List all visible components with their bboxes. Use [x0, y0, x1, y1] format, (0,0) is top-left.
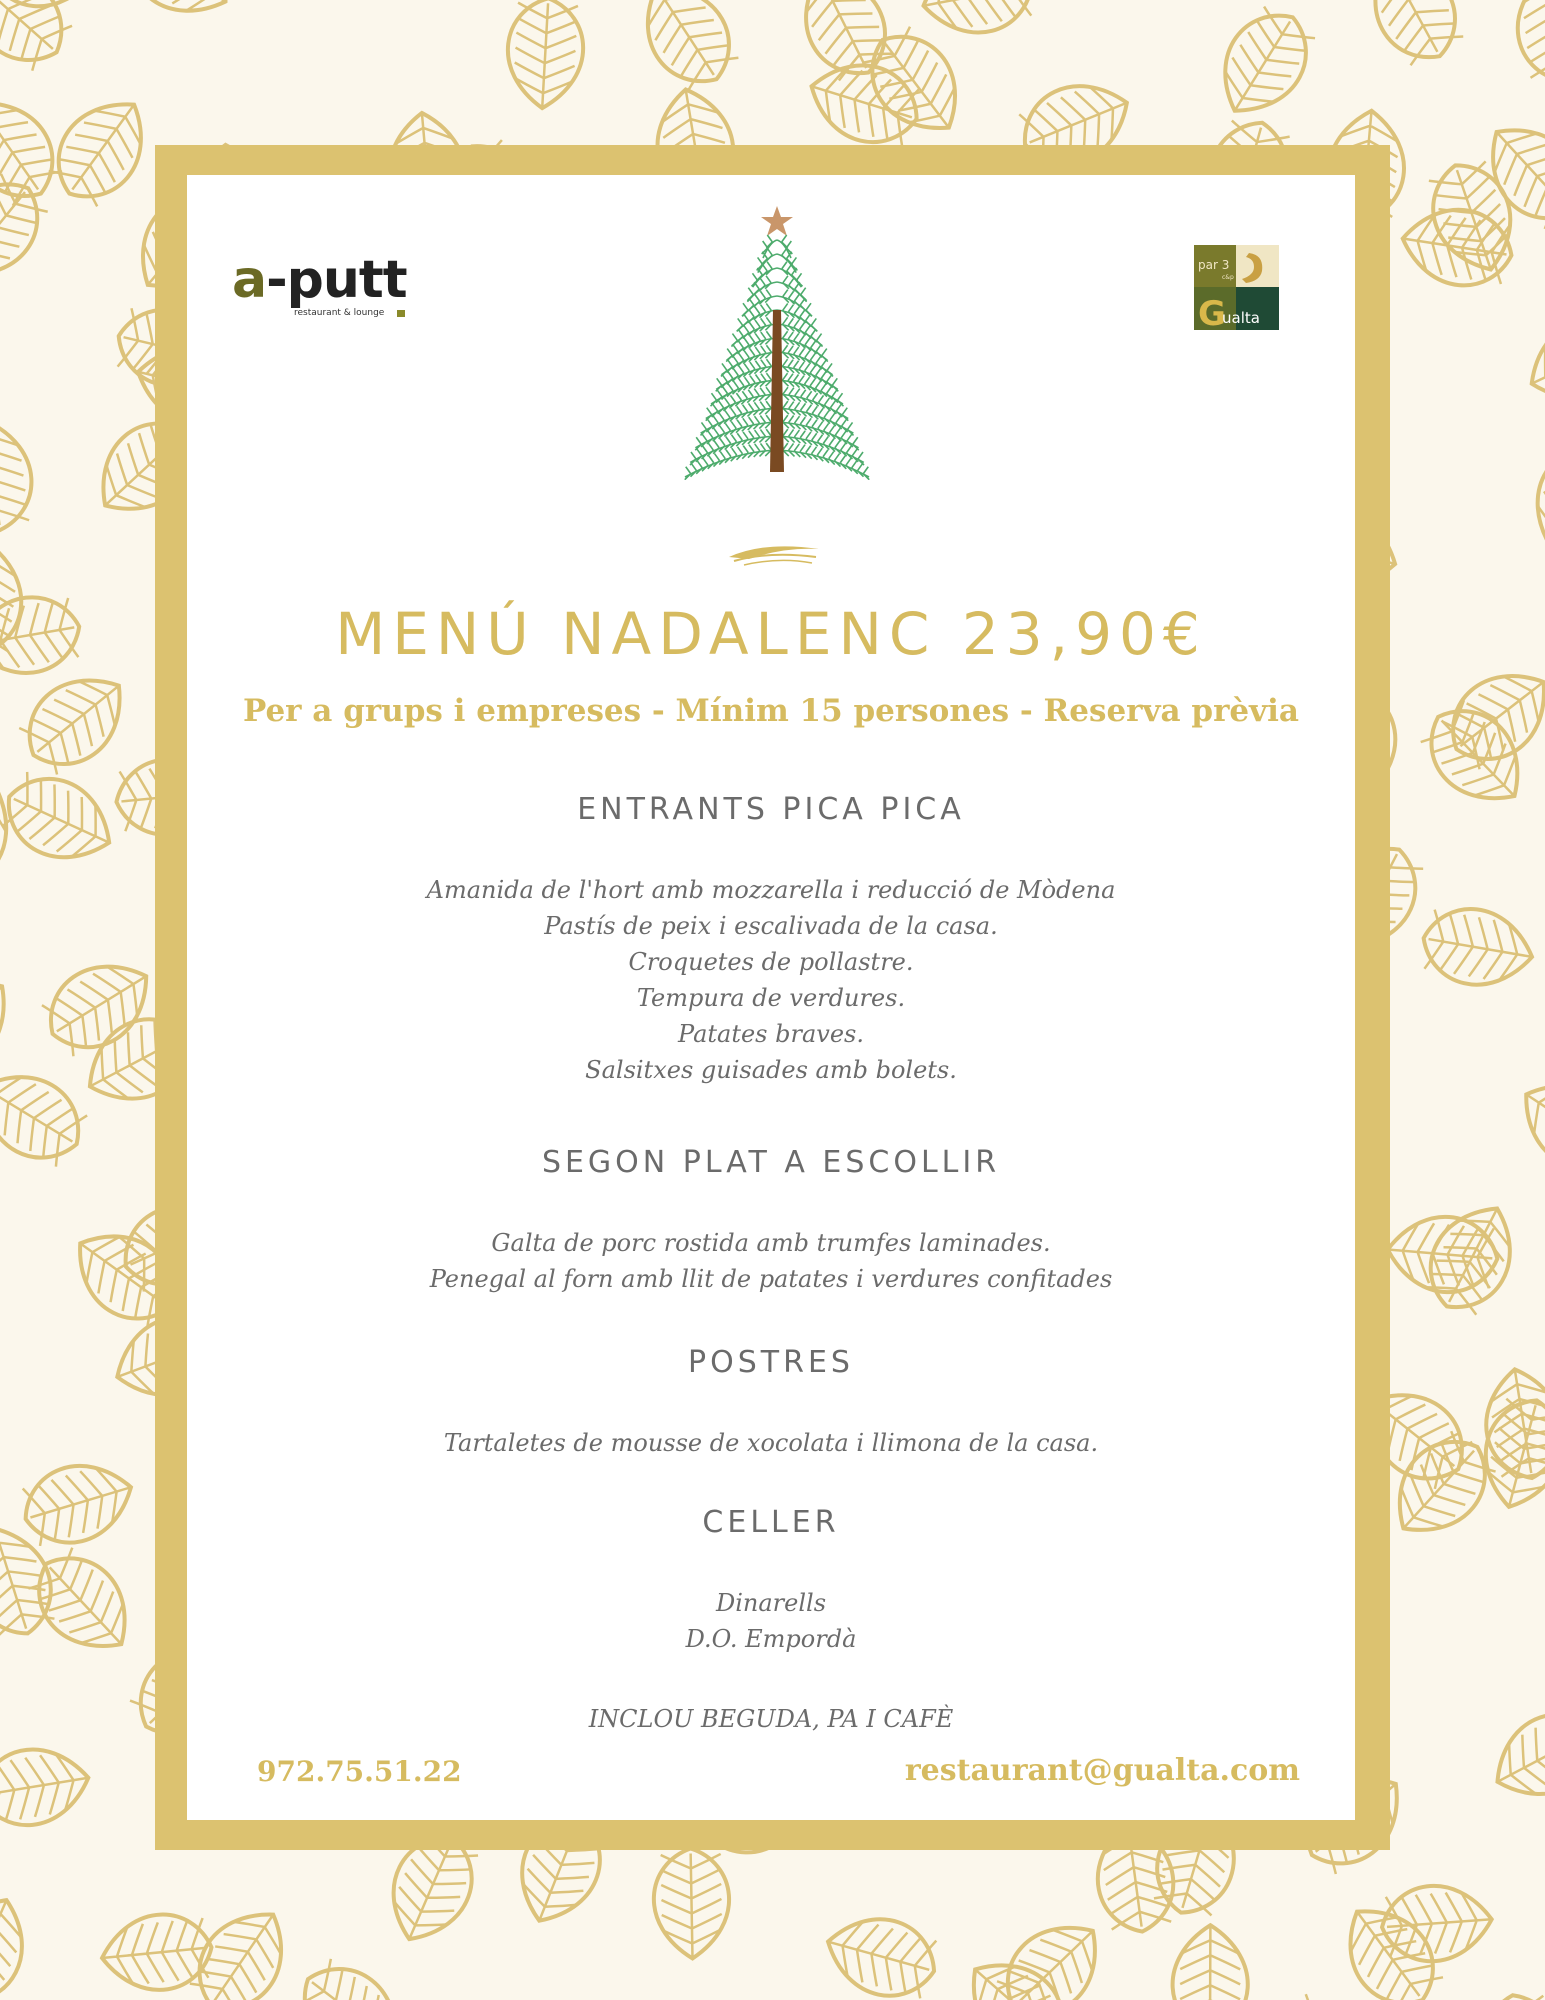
- leaf-shape: [1417, 901, 1538, 994]
- leaf-shape: [0, 589, 86, 682]
- gualta-logo-graphic: [1194, 245, 1279, 330]
- logo-par3-text: par 3: [1198, 258, 1230, 272]
- leaf-shape: [112, 0, 245, 33]
- menu-subtitle: Per a grups i empreses - Mínim 15 persones - Reserva prèvia: [242, 693, 1300, 729]
- section-heading-segon: SEGON PLAT A ESCOLLIR: [541, 1145, 1001, 1180]
- menu-card: [187, 175, 1355, 1820]
- logo-word-putt: -putt: [266, 250, 407, 310]
- dish-item: Salsitxes guisades amb bolets.: [585, 1056, 957, 1084]
- leaf-shape: [0, 1741, 94, 1833]
- leaf-shape: [1379, 1882, 1494, 1965]
- leaf-shape: [818, 1905, 944, 2000]
- leaf-shape: [1385, 1212, 1501, 1296]
- logo-small-text: c&p: [1222, 274, 1234, 281]
- menu-title: MENÚ NADALENC 23,90€: [335, 600, 1207, 668]
- section-list-segon: [187, 1225, 1355, 1297]
- leaf-shape: [916, 0, 1038, 43]
- leaf-shape: [653, 1848, 730, 1959]
- logo-tagline: restaurant & lounge: [294, 308, 385, 318]
- leaf-shape: [180, 1893, 304, 2000]
- leaf-shape: [1512, 0, 1545, 85]
- leaf-shape: [1413, 1191, 1530, 1323]
- dish-item: Croquetes de pollastre.: [628, 948, 914, 976]
- leaf-shape: [0, 959, 27, 1089]
- contact-email: restaurant@gualta.com: [904, 1753, 1300, 1788]
- dish-item: Pastís de peix i escalivada de la casa.: [544, 912, 998, 940]
- leaf-shape: [1506, 1063, 1545, 1186]
- leaf-shape: [1397, 201, 1517, 292]
- logo-square-icon: [397, 310, 405, 317]
- leaf-shape: [800, 50, 927, 154]
- leaf-shape: [1476, 1988, 1545, 2000]
- logo-word-ualta: ualta: [1222, 309, 1260, 327]
- leaf-shape: [625, 0, 748, 100]
- leaf-shape: [1516, 430, 1545, 563]
- logo-letter-a: a: [232, 250, 267, 310]
- logo-initial-g: G: [1198, 294, 1226, 330]
- leaf-shape: [1516, 303, 1545, 418]
- section-heading-entrants: ENTRANTS PICA PICA: [577, 792, 965, 827]
- dish-item: Tempura de verdures.: [636, 984, 906, 1012]
- leaf-shape: [1480, 1697, 1545, 1815]
- section-heading-celler: CELLER: [702, 1505, 840, 1540]
- dish-item: Dinarells: [715, 1589, 827, 1617]
- leaf-shape: [10, 656, 143, 784]
- leaf-shape: [0, 1885, 41, 2000]
- leaf-shape: [987, 1904, 1118, 2000]
- leaf-shape: [1354, 0, 1473, 74]
- par3-gualta-logo: [1194, 245, 1279, 330]
- leaf-shape: [505, 0, 586, 110]
- section-heading-postres: POSTRES: [688, 1345, 854, 1380]
- leaf-shape: [39, 83, 164, 216]
- leaf-shape: [98, 1910, 215, 1996]
- leaf-shape: [1172, 1925, 1248, 2000]
- dish-item: Amanida de l'hort amb mozzarella i reducció de Mòdena: [426, 876, 1116, 904]
- dish-item: Tartaletes de mousse de xocolata i llimona de la casa.: [443, 1429, 1099, 1457]
- dish-item: Penegal al forn amb llit de patates i verdures confitades: [429, 1265, 1113, 1293]
- section-list-postres: [187, 1425, 1355, 1461]
- leaf-shape: [1203, 0, 1325, 131]
- leaf-shape: [0, 416, 37, 535]
- leaf-shape: [0, 0, 82, 80]
- dish-item: D.O. Empordà: [685, 1625, 857, 1653]
- gold-swash-icon: [724, 535, 824, 571]
- leaf-shape: [1473, 1391, 1545, 1516]
- leaf-shape: [0, 1055, 96, 1176]
- dish-item: Galta de porc rostida amb trumfes laminades.: [491, 1229, 1051, 1257]
- leaf-shape: [285, 1949, 418, 2000]
- contact-phone: 972.75.51.22: [257, 1755, 462, 1788]
- a-putt-logo: [232, 250, 412, 330]
- leaf-shape: [15, 1451, 142, 1555]
- included-note: INCLOU BEGUDA, PA I CAFÈ: [588, 1705, 954, 1733]
- christmas-tree-icon: [677, 200, 877, 480]
- leaf-shape: [1058, 0, 1184, 7]
- dish-item: Patates braves.: [678, 1020, 864, 1048]
- leaf-shape: [1097, 0, 1225, 5]
- section-list-celler: [187, 1585, 1355, 1657]
- leaf-shape: [0, 763, 125, 877]
- section-list-entrants: [187, 872, 1355, 1088]
